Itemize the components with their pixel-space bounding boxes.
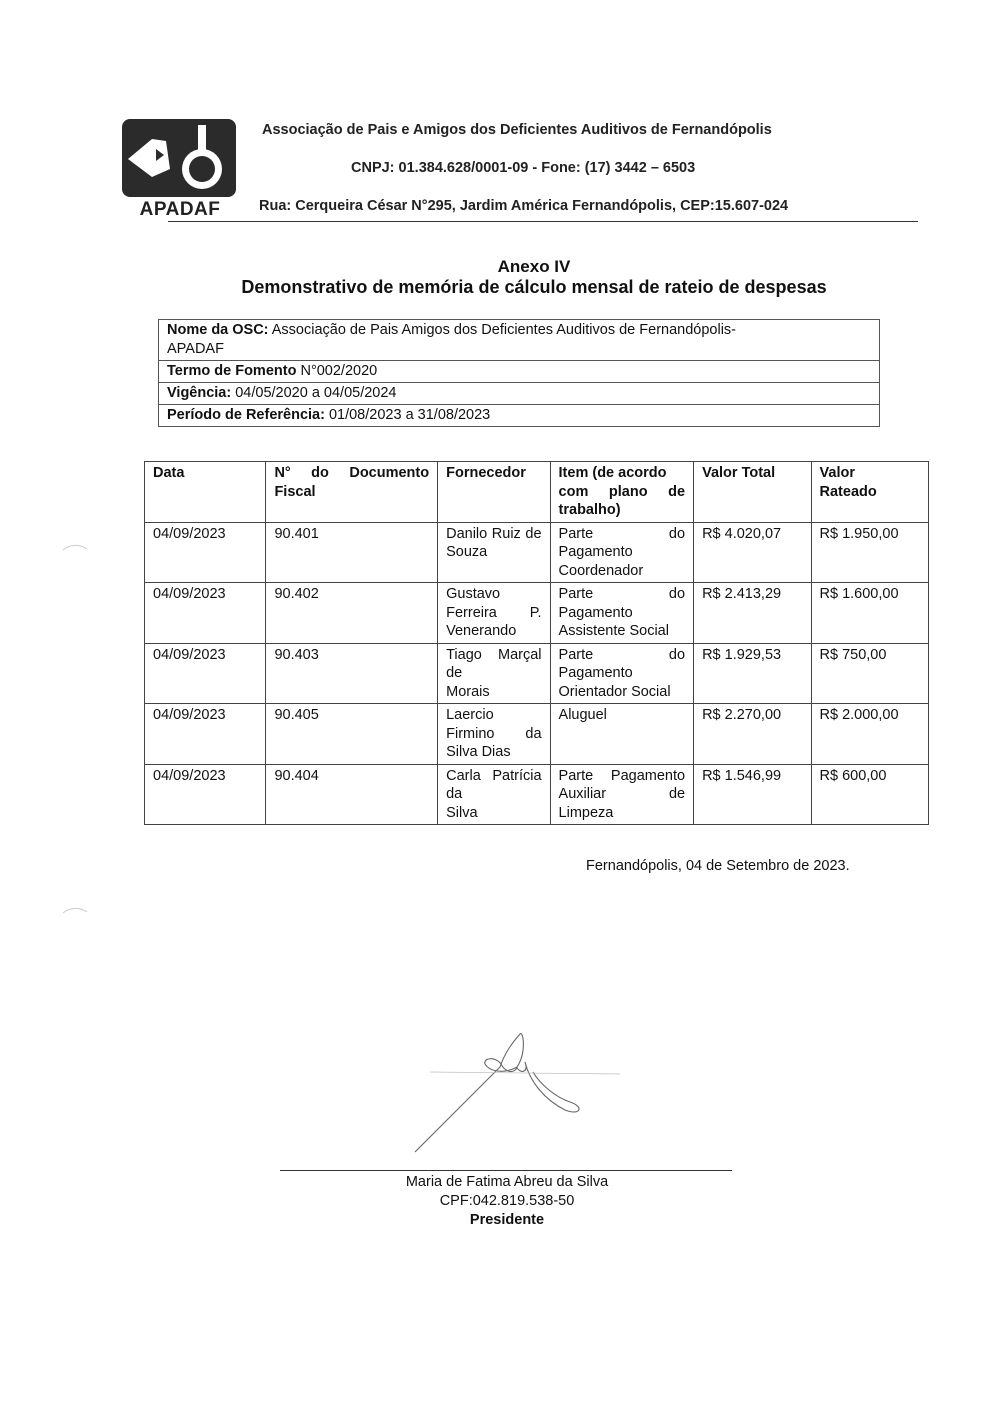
header-data: Data: [145, 462, 266, 523]
table-row: [145, 522, 929, 583]
termo-row: [159, 360, 879, 382]
cell-data: 04/09/2023: [145, 522, 266, 583]
vigencia-label: Vigência:: [167, 385, 232, 401]
osc-info-box: [158, 319, 880, 427]
termo-value: N°002/2020: [296, 363, 378, 379]
place-date: Fernandópolis, 04 de Setembro de 2023.: [586, 858, 850, 874]
cell-valor-total: R$ 2.270,00: [694, 704, 811, 765]
cell-fornecedor: Danilo Ruiz de Souza: [438, 522, 550, 583]
cell-valor-rateado: R$ 1.600,00: [811, 583, 928, 644]
header-fornecedor: Fornecedor: [438, 462, 550, 523]
cell-data: 04/09/2023: [145, 583, 266, 644]
signatory-name: Maria de Fatima Abreu da Silva: [405, 1174, 609, 1190]
signatory-role: Presidente: [469, 1212, 545, 1228]
cell-valor-rateado: R$ 1.950,00: [811, 522, 928, 583]
table-row: [145, 643, 929, 704]
expenses-table: [144, 461, 929, 825]
periodo-label: Período de Referência:: [167, 407, 325, 423]
cell-item: Parte do Pagamento Orientador Social: [550, 643, 694, 704]
header-item: Item (de acordo com plano de trabalho): [550, 462, 694, 523]
header-divider: [168, 221, 918, 222]
cell-item: Parte do Pagamento Coordenador: [550, 522, 694, 583]
cell-fornecedor: Laercio Firmino da Silva Dias: [438, 704, 550, 765]
cell-valor-rateado: R$ 750,00: [811, 643, 928, 704]
cell-fornecedor: Tiago Marçal de Morais: [438, 643, 550, 704]
cell-valor-total: R$ 2.413,29: [694, 583, 811, 644]
header-valor-rateado: Valor Rateado: [811, 462, 928, 523]
cell-valor-total: R$ 4.020,07: [694, 522, 811, 583]
termo-label: Termo de Fomento: [167, 363, 297, 379]
table-row: [145, 764, 929, 825]
cell-valor-total: R$ 1.929,53: [694, 643, 811, 704]
address-line: Rua: Cerqueira César N°295, Jardim América Fernandópolis, CEP:15.607-024: [259, 198, 789, 214]
logo-emblem: [122, 119, 236, 197]
vigencia-row: [159, 382, 879, 404]
cell-documento: 90.403: [266, 643, 438, 704]
osc-label: Nome da OSC:: [167, 322, 269, 338]
cell-data: 04/09/2023: [145, 643, 266, 704]
cell-item: Aluguel: [550, 704, 694, 765]
annex-title: Anexo IV: [497, 257, 571, 276]
logo-text: APADAF: [139, 199, 221, 220]
table-header-row: [145, 462, 929, 523]
cell-item: Parte do Pagamento Assistente Social: [550, 583, 694, 644]
osc-value-cont: APADAF: [167, 341, 224, 357]
org-name: Associação de Pais e Amigos dos Deficientes Auditivos de Fernandópolis: [262, 122, 772, 138]
vigencia-value: 04/05/2020 a 04/05/2024: [231, 385, 397, 401]
cell-documento: 90.405: [266, 704, 438, 765]
table-body: [145, 522, 929, 825]
periodo-row: [159, 404, 879, 426]
table-row: [145, 704, 929, 765]
cell-valor-rateado: R$ 600,00: [811, 764, 928, 825]
scan-mark: [62, 906, 88, 914]
osc-name-row: [159, 320, 879, 360]
cnpj-phone-line: CNPJ: 01.384.628/0001-09 - Fone: (17) 3442 – 6503: [351, 160, 696, 176]
periodo-value: 01/08/2023 a 31/08/2023: [324, 407, 491, 423]
document-title: Demonstrativo de memória de cálculo mensal de rateio de despesas: [241, 277, 827, 297]
signature-line: [280, 1170, 732, 1171]
cell-fornecedor: Carla Patrícia da Silva: [438, 764, 550, 825]
scan-mark: [62, 543, 88, 551]
cell-documento: 90.402: [266, 583, 438, 644]
cell-fornecedor: Gustavo Ferreira P. Venerando: [438, 583, 550, 644]
cell-documento: 90.401: [266, 522, 438, 583]
cell-valor-total: R$ 1.546,99: [694, 764, 811, 825]
signatory-cpf: CPF:042.819.538-50: [439, 1193, 575, 1209]
osc-value: Associação de Pais Amigos dos Deficientes Auditivos de Fernandópolis-: [268, 322, 736, 338]
table-row: [145, 583, 929, 644]
apadaf-logo: [122, 119, 236, 219]
header-documento: N° do Documento Fiscal: [266, 462, 438, 523]
cell-documento: 90.404: [266, 764, 438, 825]
header-valor-total: Valor Total: [694, 462, 811, 523]
handwritten-signature: [405, 1012, 635, 1162]
cell-data: 04/09/2023: [145, 704, 266, 765]
cell-item: Parte Pagamento Auxiliar de Limpeza: [550, 764, 694, 825]
cell-data: 04/09/2023: [145, 764, 266, 825]
cell-valor-rateado: R$ 2.000,00: [811, 704, 928, 765]
